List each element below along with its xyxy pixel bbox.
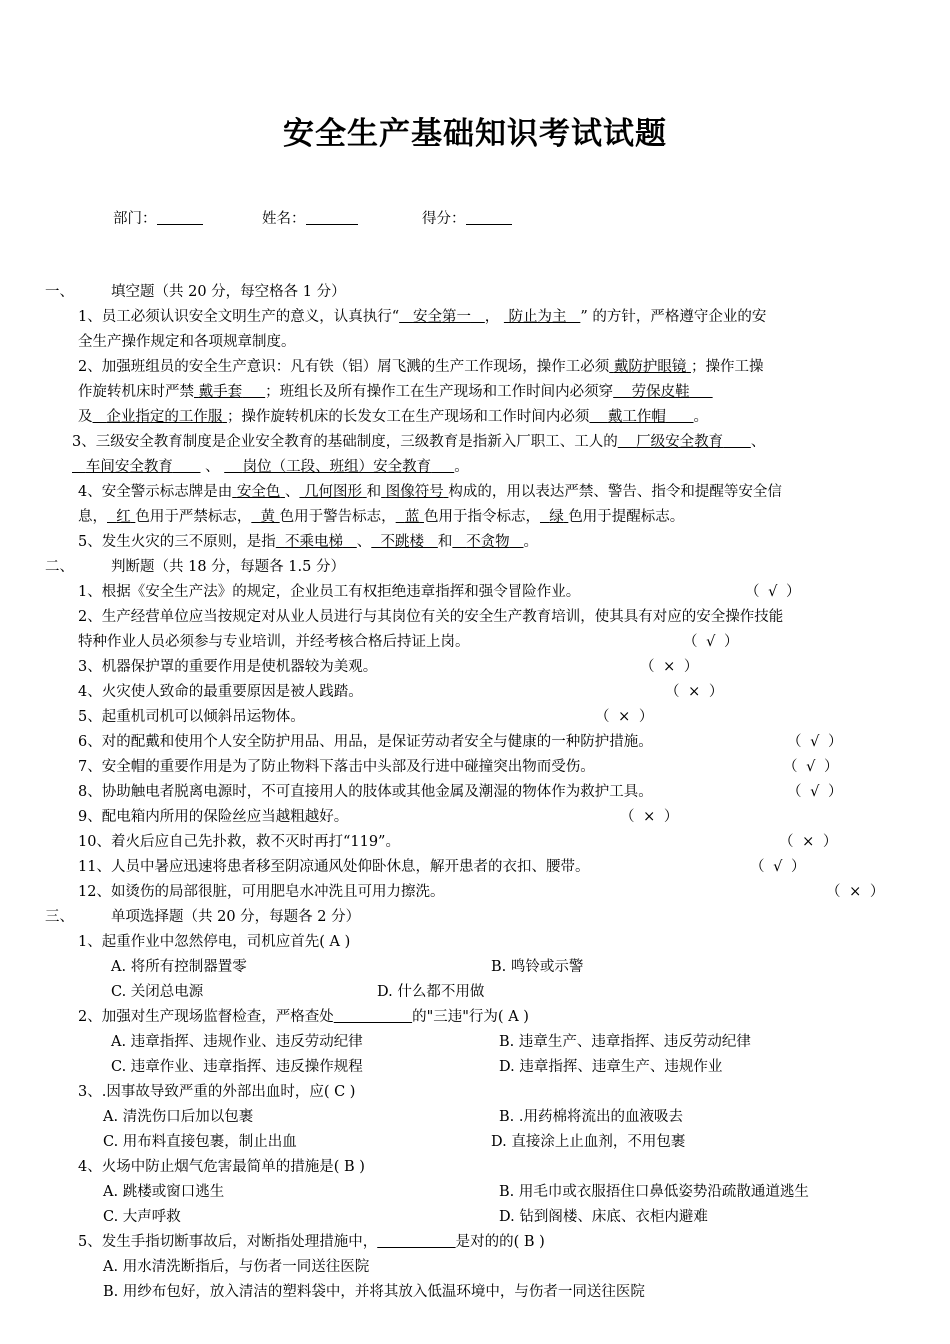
choice-option: B. 用毛巾或衣服捂住口鼻低姿势沿疏散通道逃生	[499, 1184, 809, 1200]
fill-answer: 防止为主	[508, 309, 567, 325]
choice-option: C. 大声呼救	[103, 1209, 181, 1225]
score-label: 得分：	[422, 211, 466, 227]
fill-answer: 不跳楼	[380, 534, 424, 550]
fill-answer: 不贪物	[466, 534, 510, 550]
dept-label: 部门：	[113, 211, 157, 227]
fill-question-4: 4、安全警示标志牌是由 安全色 、 几何图形 和 图像符号 构成的，用以表达严禁、警告、指令和提醒等安全信	[78, 484, 782, 500]
fill-answer: 绿	[549, 509, 564, 525]
fill-answer: 安全色	[236, 484, 281, 500]
choice-question: 2、加强对生产现场监督检查，严格查处 的"三违"行为( A )	[78, 1009, 529, 1025]
judge-question: 8、协助触电者脱离电源时，不可直接用人的肢体或其他金属及潮湿的物体作为救护工具。	[78, 784, 653, 800]
choice-question: 4、火场中防止烟气危害最简单的措施是( B )	[78, 1159, 365, 1175]
choice-option: A. 跳楼或窗口逃生	[103, 1184, 225, 1200]
fill-answer: 车间安全教育	[85, 459, 173, 475]
choice-option: B. 违章生产、违章指挥、违反劳动纪律	[499, 1034, 751, 1050]
fill-question-3-cont: 车间安全教育 、 岗位（工段、班组）安全教育 。	[72, 457, 469, 477]
choice-option: D. 直接涂上止血剂，不用包裹	[491, 1134, 686, 1150]
name-blank[interactable]	[306, 210, 358, 225]
choice-option: D. 违章指挥、违章生产、违规作业	[499, 1059, 723, 1075]
fill-answer: 红	[116, 509, 131, 525]
section-number: 二、	[45, 559, 74, 575]
choice-option: C. 关闭总电源	[111, 984, 204, 1000]
judge-answer: （ √ ）	[787, 784, 845, 800]
judge-answer: （ √ ）	[750, 859, 808, 875]
fill-question-2-cont2: 及 企业指定的工作服 ；操作旋转机床的长发女工在生产现场和工作时间内必须 戴工作帽 。	[78, 409, 709, 425]
choice-option: C. 用布料直接包裹，制止出血	[103, 1134, 297, 1150]
judge-question: 7、安全帽的重要作用是为了防止物料下落击中头部及行进中碰撞突出物而受伤。	[78, 759, 595, 775]
section-number: 三、	[45, 909, 74, 925]
fill-answer: 安全第一	[412, 309, 471, 325]
fill-answer: 戴工作帽	[607, 409, 666, 425]
choice-option: C. 违章作业、违章指挥、违反操作规程	[111, 1059, 363, 1075]
fill-question-2: 2、加强班组员的安全生产意识：凡有铁（铝）屑飞溅的生产工作现场，操作工必须 戴防护眼镜 ；操作工操	[78, 359, 764, 375]
fill-answer: 戴手套	[198, 384, 243, 400]
judge-question: 10、着火后应自己先扑救，救不灭时再打“119”。	[78, 834, 400, 850]
section-title: 判断题（共 18 分，每题各 1.5 分）	[111, 559, 345, 575]
section-number: 一、	[45, 284, 74, 300]
fill-question-4-cont: 息， 红 色用于严禁标志， 黄 色用于警告标志， 蓝 色用于指令标志， 绿 色用于提醒标志。	[78, 509, 685, 525]
fill-answer: 图像符号	[385, 484, 444, 500]
choice-option: A. 将所有控制器置零	[111, 959, 247, 975]
fill-answer: 劳保皮鞋	[631, 384, 690, 400]
judge-question-cont: 特种作业人员必须参与专业培训，并经考核合格后持证上岗。	[78, 634, 470, 650]
judge-answer: （ × ）	[620, 809, 681, 825]
judge-question: 6、对的配戴和使用个人安全防护用品、用品，是保证劳动者安全与健康的一种防护措施。	[78, 734, 653, 750]
score-field[interactable]	[422, 207, 512, 228]
fill-answer: 蓝	[404, 509, 420, 525]
question-blank[interactable]	[334, 1009, 412, 1025]
choice-option: A. 违章指挥、违规作业、违反劳动纪律	[111, 1034, 363, 1050]
choice-option: A. 清洗伤口后加以包裹	[103, 1109, 254, 1125]
choice-option: B. 用纱布包好，放入清洁的塑料袋中，并将其放入低温环境中，与伤者一同送往医院	[103, 1284, 645, 1300]
name-label: 姓名：	[262, 211, 306, 227]
judge-answer: （ √ ）	[745, 584, 803, 600]
judge-answer: （ × ）	[779, 834, 840, 850]
choice-option: B. .用药棉将流出的血液吸去	[499, 1109, 683, 1125]
fill-question-1: 1、员工必须认识安全文明生产的意义，认真执行“ 安全第一 ， 防止为主 ” 的方针，严格遵守企业的安	[78, 309, 767, 325]
fill-answer: 戴防护眼镜	[613, 359, 687, 375]
judge-question: 3、机器保护罩的重要作用是使机器较为美观。	[78, 659, 378, 675]
judge-question: 1、根据《安全生产法》的规定，企业员工有权拒绝违章指挥和强令冒险作业。	[78, 584, 581, 600]
name-field[interactable]	[262, 207, 358, 228]
question-blank[interactable]	[377, 1234, 455, 1250]
choice-question: 3、.因事故导致严重的外部出血时，应( C )	[78, 1084, 356, 1100]
judge-question: 4、火灾使人致命的最重要原因是被人践踏。	[78, 684, 363, 700]
choice-question: 5、发生手指切断事故后，对断指处理措施中， 是对的的( B )	[78, 1234, 545, 1250]
fill-answer: 厂级安全教育	[636, 434, 724, 450]
judge-answer: （ × ）	[826, 884, 887, 900]
choice-question: 1、起重作业中忽然停电，司机应首先( A )	[78, 934, 351, 950]
fill-answer: 几何图形	[304, 484, 363, 500]
judge-question: 2、生产经营单位应当按规定对从业人员进行与其岗位有关的安全生产教育培训，使其具有对应的安全操作技能	[78, 609, 784, 625]
fill-answer: 黄	[260, 509, 276, 525]
judge-answer: （ × ）	[640, 659, 701, 675]
dept-blank[interactable]	[157, 210, 203, 225]
section-title: 填空题（共 20 分，每空格各 1 分）	[111, 284, 346, 300]
fill-question-3: 3、三级安全教育制度是企业安全教育的基础制度，三级教育是指新入厂职工、工人的 厂级安全教育 、	[72, 434, 766, 450]
choice-option: B. 鸣铃或示警	[491, 959, 584, 975]
fill-question-2-cont: 作旋转机床时严禁 戴手套 ；班组长及所有操作工在生产现场和工作时间内必须穿 劳保皮鞋	[78, 382, 713, 402]
score-blank[interactable]	[466, 210, 512, 225]
choice-option: D. 钻到阁楼、床底、衣柜内避难	[499, 1209, 708, 1225]
fill-answer: 岗位（工段、班组）安全教育	[242, 459, 432, 475]
dept-field[interactable]	[113, 207, 203, 228]
section-title: 单项选择题（共 20 分，每题各 2 分）	[111, 909, 361, 925]
choice-option: A. 用水清洗断指后，与伤者一同送往医院	[103, 1259, 370, 1275]
judge-question: 5、起重机司机可以倾斜吊运物体。	[78, 709, 305, 725]
fill-answer: 不乘电梯	[284, 534, 343, 550]
judge-question: 11、人员中暑应迅速将患者移至阴凉通风处仰卧休息，解开患者的衣扣、腰带。	[78, 859, 590, 875]
judge-answer: （ × ）	[595, 709, 656, 725]
choice-option: D. 什么都不用做	[377, 984, 485, 1000]
judge-question: 9、配电箱内所用的保险丝应当越粗越好。	[78, 809, 349, 825]
fill-answer: 企业指定的工作服	[106, 409, 223, 425]
judge-answer: （ √ ）	[683, 634, 741, 650]
judge-answer: （ √ ）	[783, 759, 841, 775]
judge-question: 12、如烫伤的局部很脏，可用肥皂水冲洗且可用力擦洗。	[78, 884, 445, 900]
fill-question-5: 5、发生火灾的三不原则，是指 不乘电梯 、 不跳楼 和 不贪物 。	[78, 534, 538, 550]
judge-answer: （ √ ）	[787, 734, 845, 750]
fill-question-1-cont: 全生产操作规定和各项规章制度。	[78, 334, 296, 350]
page-title: 安全生产基础知识考试试题	[283, 116, 667, 152]
judge-answer: （ × ）	[665, 684, 726, 700]
